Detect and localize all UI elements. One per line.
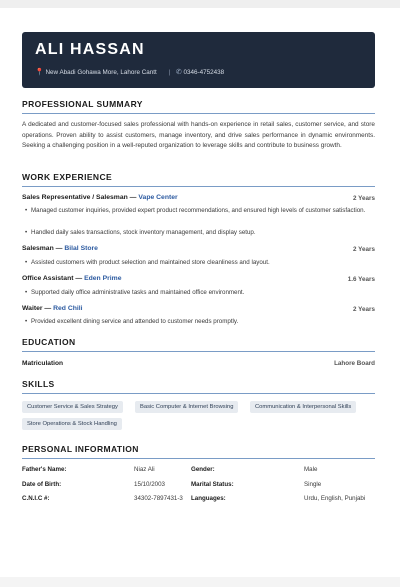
languages-label: Languages:: [191, 495, 226, 502]
contact-separator: |: [168, 69, 171, 76]
education-heading: EDUCATION: [22, 337, 76, 347]
job-bullet: • Assisted customers with product selection and maintained store cleanliness and layout.: [31, 258, 367, 268]
skill-tag: Store Operations & Stock Handling: [22, 418, 122, 430]
education-rule: [22, 351, 375, 352]
job-separator: —: [53, 245, 65, 252]
marital-label: Marital Status:: [191, 481, 234, 488]
location-pin-icon: 📍: [35, 69, 44, 76]
job-bullet: • Managed customer inquiries, provided expert product recommendations, and ensured high levels of customer satisfaction.: [31, 206, 367, 216]
job-duration: 2 Years: [353, 246, 375, 253]
resume-header: [22, 32, 375, 88]
job-role: Waiter: [22, 305, 43, 312]
bottom-bar: [0, 577, 400, 587]
job-company: Vape Center: [138, 194, 178, 201]
job-title: [22, 194, 178, 201]
skill-tag: Customer Service & Sales Strategy: [22, 401, 123, 413]
contact-location: New Abadi Gohawa More, Lahore Cantt: [45, 69, 157, 76]
top-bar: [0, 0, 400, 8]
experience-heading: WORK EXPERIENCE: [22, 172, 113, 182]
summary-text: A dedicated and customer-focused sales professional with hands-on experience in retail sales, customer service, and store operations. Proven ability to assist customers, manage inventory, and drive sales performance in dynamic environments. Seeking a challenging position in a well-reputed organization to leverage skills and contribute to business growth.: [22, 121, 375, 149]
job-company: Eden Prime: [84, 275, 122, 282]
skill-tag: Basic Computer & Internet Browsing: [135, 401, 238, 413]
education-degree: Matriculation: [22, 360, 64, 367]
job-role: Sales Representative / Salesman: [22, 194, 128, 201]
job-duration: 2 Years: [353, 195, 375, 202]
skill-tag: Communication & Interpersonal Skills: [250, 401, 356, 413]
job-title: [22, 275, 121, 282]
job-company: Bilal Store: [64, 245, 98, 252]
skills-rule: [22, 393, 375, 394]
gender-label: Gender:: [191, 466, 215, 473]
job-bullet: • Supported daily office administrative tasks and maintained office environment.: [31, 288, 367, 298]
skills-heading: SKILLS: [22, 379, 55, 389]
job-role: Office Assistant: [22, 275, 74, 282]
dob-label: Date of Birth:: [22, 481, 62, 488]
personal-rule: [22, 458, 375, 459]
summary-rule: [22, 113, 375, 114]
job-separator: —: [42, 305, 54, 312]
job-separator: —: [73, 275, 85, 282]
job-separator: —: [127, 194, 139, 201]
experience-rule: [22, 186, 375, 187]
cnic-label: C.N.I.C #:: [22, 495, 50, 502]
personal-heading: PERSONAL INFORMATION: [22, 444, 139, 454]
languages-value: Urdu, English, Punjabi: [304, 495, 366, 502]
candidate-name: ALI HASSAN: [35, 41, 145, 58]
job-duration: 2 Years: [353, 306, 375, 313]
contact-line: [35, 68, 224, 76]
job-role: Salesman: [22, 245, 54, 252]
gender-value: Male: [304, 466, 318, 473]
job-title: [22, 305, 83, 312]
dob-value: 15/10/2003: [134, 481, 165, 488]
father-label: Father's Name:: [22, 466, 67, 473]
cnic-value: 34302-7897431-3: [134, 495, 183, 502]
job-duration: 1.6 Years: [347, 276, 375, 283]
contact-phone: 0346-4752438: [183, 69, 225, 76]
summary-heading: PROFESSIONAL SUMMARY: [22, 99, 143, 109]
father-value: Niaz Ali: [134, 466, 155, 473]
job-bullet: • Handled daily sales transactions, stock inventory management, and display setup.: [31, 228, 367, 238]
job-company: Red Chili: [53, 305, 83, 312]
education-board: Lahore Board: [334, 360, 375, 367]
phone-icon: ✆: [175, 69, 182, 76]
job-bullet: • Provided excellent dining service and attended to customer needs promptly.: [31, 317, 367, 327]
marital-value: Single: [304, 481, 322, 488]
job-title: [22, 245, 98, 252]
